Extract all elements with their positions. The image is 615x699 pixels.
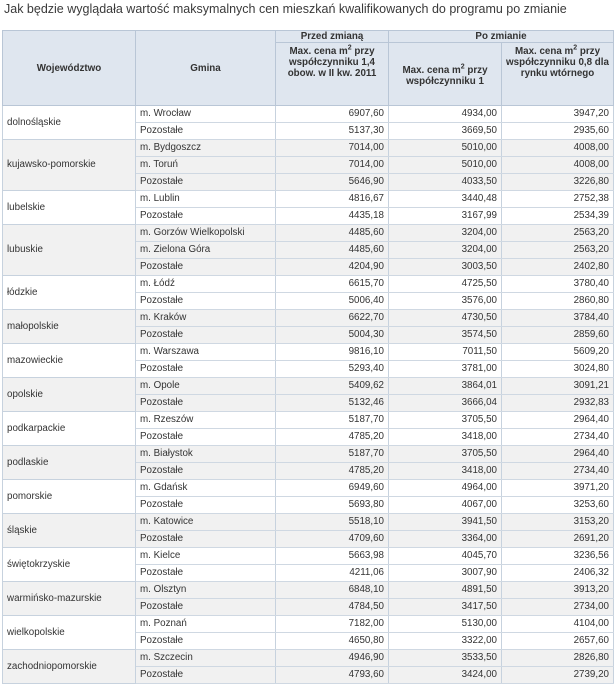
price-0-8-cell: 3024,80 <box>502 361 614 378</box>
price-0-8-cell: 2859,60 <box>502 327 614 344</box>
wojewodztwo-cell: łódzkie <box>3 276 136 310</box>
wojewodztwo-cell: śląskie <box>3 514 136 548</box>
gmina-cell: Pozostałe <box>136 531 276 548</box>
gmina-cell: m. Lublin <box>136 191 276 208</box>
gmina-cell: m. Wrocław <box>136 106 276 123</box>
gmina-cell: m. Łódź <box>136 276 276 293</box>
price-0-8-cell: 3226,80 <box>502 174 614 191</box>
price-1-4-cell: 6949,60 <box>276 480 389 497</box>
gmina-cell: Pozostałe <box>136 208 276 225</box>
price-0-8-cell: 2534,39 <box>502 208 614 225</box>
gmina-cell: Pozostałe <box>136 395 276 412</box>
gmina-cell: m. Warszawa <box>136 344 276 361</box>
price-1-cell: 3424,00 <box>389 667 502 684</box>
gmina-cell: Pozostałe <box>136 174 276 191</box>
wojewodztwo-cell: opolskie <box>3 378 136 412</box>
price-1-cell: 3705,50 <box>389 446 502 463</box>
price-1-cell: 3003,50 <box>389 259 502 276</box>
price-1-cell: 3941,50 <box>389 514 502 531</box>
price-0-8-cell: 2734,40 <box>502 463 614 480</box>
table-row <box>3 650 614 667</box>
price-0-8-cell: 2860,80 <box>502 293 614 310</box>
gmina-cell: m. Toruń <box>136 157 276 174</box>
wojewodztwo-cell: kujawsko-pomorskie <box>3 140 136 191</box>
wojewodztwo-cell: warmińsko-mazurskie <box>3 582 136 616</box>
wojewodztwo-cell: lubuskie <box>3 225 136 276</box>
price-1-cell: 4045,70 <box>389 548 502 565</box>
price-0-8-cell: 4008,00 <box>502 157 614 174</box>
price-0-8-cell: 3153,20 <box>502 514 614 531</box>
price-0-8-cell: 2739,20 <box>502 667 614 684</box>
table-row <box>3 225 614 242</box>
table-row <box>3 276 614 293</box>
gmina-cell: Pozostałe <box>136 123 276 140</box>
price-1-4-cell: 4784,50 <box>276 599 389 616</box>
header-col-1 <box>389 43 502 106</box>
price-1-cell: 4033,50 <box>389 174 502 191</box>
gmina-cell: m. Szczecin <box>136 650 276 667</box>
price-1-cell: 3418,00 <box>389 429 502 446</box>
wojewodztwo-cell: dolnośląskie <box>3 106 136 140</box>
gmina-cell: m. Katowice <box>136 514 276 531</box>
price-1-4-cell: 4485,60 <box>276 242 389 259</box>
table-row <box>3 446 614 463</box>
price-0-8-cell: 2932,83 <box>502 395 614 412</box>
header-col-1-4-label: Max. cena $m^2$ przy współczynniku 1,4 obow. w II kw. 2011 <box>287 45 377 80</box>
gmina-cell: Pozostałe <box>136 497 276 514</box>
price-1-cell: 3781,00 <box>389 361 502 378</box>
table-body <box>3 106 614 684</box>
price-1-4-cell: 7182,00 <box>276 616 389 633</box>
price-1-cell: 4725,50 <box>389 276 502 293</box>
price-0-8-cell: 4008,00 <box>502 140 614 157</box>
gmina-cell: m. Kielce <box>136 548 276 565</box>
wojewodztwo-cell: pomorskie <box>3 480 136 514</box>
price-0-8-cell: 2691,20 <box>502 531 614 548</box>
price-0-8-cell: 2964,40 <box>502 446 614 463</box>
gmina-cell: Pozostałe <box>136 667 276 684</box>
gmina-cell: Pozostałe <box>136 259 276 276</box>
price-1-cell: 3440,48 <box>389 191 502 208</box>
table-row <box>3 378 614 395</box>
price-1-4-cell: 5518,10 <box>276 514 389 531</box>
wojewodztwo-cell: podlaskie <box>3 446 136 480</box>
price-1-cell: 4067,00 <box>389 497 502 514</box>
header-col-0-8 <box>502 43 614 106</box>
table-row <box>3 548 614 565</box>
price-0-8-cell: 3784,40 <box>502 310 614 327</box>
price-0-8-cell: 3236,56 <box>502 548 614 565</box>
gmina-cell: Pozostałe <box>136 599 276 616</box>
price-1-4-cell: 6907,60 <box>276 106 389 123</box>
price-1-cell: 4964,00 <box>389 480 502 497</box>
price-0-8-cell: 3780,40 <box>502 276 614 293</box>
price-1-cell: 3418,00 <box>389 463 502 480</box>
wojewodztwo-cell: małopolskie <box>3 310 136 344</box>
header-wojewodztwo: Województwo <box>3 31 136 106</box>
price-1-4-cell: 4435,18 <box>276 208 389 225</box>
price-1-4-cell: 5187,70 <box>276 412 389 429</box>
price-1-cell: 3364,00 <box>389 531 502 548</box>
price-1-4-cell: 7014,00 <box>276 140 389 157</box>
price-1-cell: 3007,90 <box>389 565 502 582</box>
price-1-4-cell: 4485,60 <box>276 225 389 242</box>
price-0-8-cell: 2964,40 <box>502 412 614 429</box>
price-1-4-cell: 5409,62 <box>276 378 389 395</box>
gmina-cell: m. Rzeszów <box>136 412 276 429</box>
price-1-4-cell: 5693,80 <box>276 497 389 514</box>
price-0-8-cell: 2826,80 <box>502 650 614 667</box>
price-1-4-cell: 5132,46 <box>276 395 389 412</box>
price-0-8-cell: 2402,80 <box>502 259 614 276</box>
price-0-8-cell: 2734,40 <box>502 429 614 446</box>
gmina-cell: Pozostałe <box>136 361 276 378</box>
price-0-8-cell: 2935,60 <box>502 123 614 140</box>
header-col-0-8-label: Max. cena $m^2$ przy współczynniku 0,8 dla rynku wtórnego <box>506 45 609 80</box>
price-1-4-cell: 9816,10 <box>276 344 389 361</box>
wojewodztwo-cell: mazowieckie <box>3 344 136 378</box>
price-1-cell: 3417,50 <box>389 599 502 616</box>
wojewodztwo-cell: zachodniopomorskie <box>3 650 136 684</box>
price-1-cell: 3167,99 <box>389 208 502 225</box>
gmina-cell: m. Kraków <box>136 310 276 327</box>
price-1-cell: 3204,00 <box>389 242 502 259</box>
price-1-cell: 3576,00 <box>389 293 502 310</box>
table-row <box>3 480 614 497</box>
price-1-cell: 4730,50 <box>389 310 502 327</box>
price-1-cell: 4891,50 <box>389 582 502 599</box>
wojewodztwo-cell: świętokrzyskie <box>3 548 136 582</box>
price-1-cell: 3705,50 <box>389 412 502 429</box>
header-po-zmianie: Po zmianie <box>389 31 614 43</box>
price-1-4-cell: 4211,06 <box>276 565 389 582</box>
table-row <box>3 412 614 429</box>
price-1-cell: 3666,04 <box>389 395 502 412</box>
header-przed-zmiana: Przed zmianą <box>276 31 389 43</box>
price-1-4-cell: 4709,60 <box>276 531 389 548</box>
price-1-4-cell: 4946,90 <box>276 650 389 667</box>
price-1-4-cell: 5293,40 <box>276 361 389 378</box>
price-0-8-cell: 5609,20 <box>502 344 614 361</box>
price-1-4-cell: 4793,60 <box>276 667 389 684</box>
header-col-1-4 <box>276 43 389 106</box>
gmina-cell: m. Bydgoszcz <box>136 140 276 157</box>
price-1-4-cell: 6848,10 <box>276 582 389 599</box>
price-1-4-cell: 6622,70 <box>276 310 389 327</box>
price-1-4-cell: 5004,30 <box>276 327 389 344</box>
price-0-8-cell: 3971,20 <box>502 480 614 497</box>
price-0-8-cell: 2734,00 <box>502 599 614 616</box>
gmina-cell: m. Zielona Góra <box>136 242 276 259</box>
price-1-cell: 7011,50 <box>389 344 502 361</box>
gmina-cell: m. Gdańsk <box>136 480 276 497</box>
gmina-cell: Pozostałe <box>136 633 276 650</box>
price-0-8-cell: 4104,00 <box>502 616 614 633</box>
price-1-cell: 5010,00 <box>389 140 502 157</box>
price-1-cell: 3864,01 <box>389 378 502 395</box>
price-0-8-cell: 3913,20 <box>502 582 614 599</box>
price-0-8-cell: 2406,32 <box>502 565 614 582</box>
price-0-8-cell: 2752,38 <box>502 191 614 208</box>
gmina-cell: m. Olsztyn <box>136 582 276 599</box>
price-1-4-cell: 5006,40 <box>276 293 389 310</box>
price-1-cell: 3322,00 <box>389 633 502 650</box>
price-1-4-cell: 5663,98 <box>276 548 389 565</box>
table-row <box>3 582 614 599</box>
table-row <box>3 514 614 531</box>
price-1-4-cell: 5646,90 <box>276 174 389 191</box>
price-1-cell: 5010,00 <box>389 157 502 174</box>
header-col-1-label: Max. cena $m^2$ przy współczynniku 1 <box>402 63 488 87</box>
price-1-cell: 3669,50 <box>389 123 502 140</box>
table-title: Jak będzie wyglądała wartość maksymalnych cen mieszkań kwalifikowanych do programu po zmianie <box>4 2 567 16</box>
gmina-cell: m. Poznań <box>136 616 276 633</box>
price-1-cell: 3533,50 <box>389 650 502 667</box>
price-1-4-cell: 4204,90 <box>276 259 389 276</box>
price-0-8-cell: 3947,20 <box>502 106 614 123</box>
table-row <box>3 191 614 208</box>
table-row <box>3 344 614 361</box>
gmina-cell: Pozostałe <box>136 327 276 344</box>
gmina-cell: Pozostałe <box>136 293 276 310</box>
table-row <box>3 616 614 633</box>
table-row <box>3 106 614 123</box>
wojewodztwo-cell: lubelskie <box>3 191 136 225</box>
price-0-8-cell: 2563,20 <box>502 225 614 242</box>
price-1-4-cell: 6615,70 <box>276 276 389 293</box>
gmina-cell: m. Białystok <box>136 446 276 463</box>
price-1-4-cell: 5137,30 <box>276 123 389 140</box>
table-row <box>3 140 614 157</box>
gmina-cell: Pozostałe <box>136 565 276 582</box>
price-1-4-cell: 4785,20 <box>276 429 389 446</box>
price-1-cell: 5130,00 <box>389 616 502 633</box>
table-row <box>3 310 614 327</box>
wojewodztwo-cell: wielkopolskie <box>3 616 136 650</box>
price-1-4-cell: 4785,20 <box>276 463 389 480</box>
price-1-cell: 4934,00 <box>389 106 502 123</box>
price-1-4-cell: 7014,00 <box>276 157 389 174</box>
price-0-8-cell: 3091,21 <box>502 378 614 395</box>
price-1-4-cell: 5187,70 <box>276 446 389 463</box>
price-0-8-cell: 3253,60 <box>502 497 614 514</box>
gmina-cell: Pozostałe <box>136 429 276 446</box>
price-1-cell: 3574,50 <box>389 327 502 344</box>
wojewodztwo-cell: podkarpackie <box>3 412 136 446</box>
price-1-4-cell: 4650,80 <box>276 633 389 650</box>
gmina-cell: m. Gorzów Wielkopolski <box>136 225 276 242</box>
header-gmina: Gmina <box>136 31 276 106</box>
gmina-cell: m. Opole <box>136 378 276 395</box>
price-0-8-cell: 2657,60 <box>502 633 614 650</box>
price-0-8-cell: 2563,20 <box>502 242 614 259</box>
price-1-4-cell: 4816,67 <box>276 191 389 208</box>
gmina-cell: Pozostałe <box>136 463 276 480</box>
price-1-cell: 3204,00 <box>389 225 502 242</box>
price-table <box>2 30 614 684</box>
